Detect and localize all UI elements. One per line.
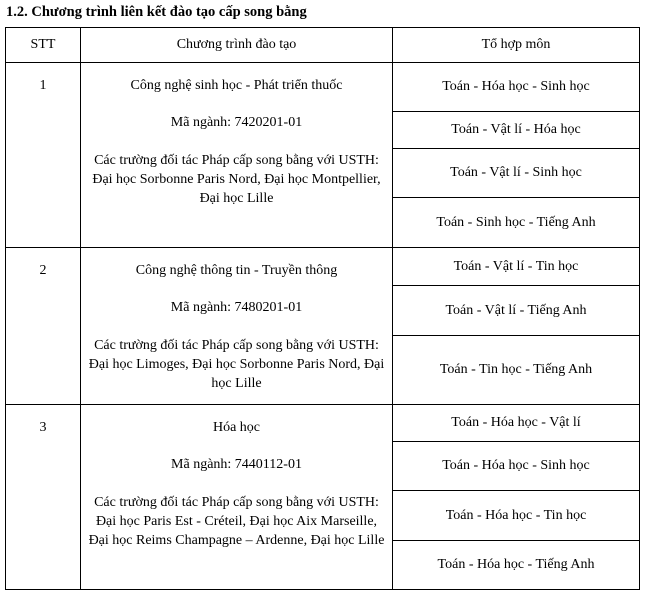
subject-combo: Toán - Vật lí - Tiếng Anh: [393, 286, 640, 336]
program-table: [5, 27, 640, 590]
stt-cell: [6, 63, 81, 248]
program-name: Công nghệ sinh học - Phát triển thuốc: [130, 78, 343, 93]
row-number: 1: [39, 78, 47, 93]
subject-combo: Toán - Sinh học - Tiếng Anh: [393, 198, 640, 248]
subject-combo: Toán - Vật lí - Tin học: [393, 248, 640, 286]
subject-combo: Toán - Hóa học - Tiếng Anh: [393, 541, 640, 590]
stt-cell: [6, 405, 81, 590]
partner-universities: Các trường đối tác Pháp cấp song bằng với USTH: Đại học Paris Est - Créteil, Đại học Aix Marseille, Đại học Reims Champagne – Ardenne, Đại học Lille: [88, 495, 385, 548]
major-code: Mã ngành: 7480201-01: [170, 300, 303, 315]
table-row: [6, 63, 640, 112]
section-heading: 1.2. Chương trình liên kết đào tạo cấp song bằng: [6, 4, 307, 20]
program-name: Công nghệ thông tin - Truyền thông: [135, 263, 338, 278]
subject-combo: Toán - Hóa học - Sinh học: [393, 442, 640, 491]
program-cell: [81, 405, 393, 590]
subject-combo: Toán - Vật lí - Sinh học: [393, 149, 640, 198]
table-header-row: [6, 28, 640, 63]
column-header-stt: STT: [6, 28, 81, 63]
subject-combo: Toán - Hóa học - Tin học: [393, 491, 640, 541]
table-row: [6, 248, 640, 286]
subject-combo: Toán - Hóa học - Vật lí: [393, 405, 640, 442]
major-code: Mã ngành: 7440112-01: [171, 457, 302, 472]
table-row: [6, 405, 640, 442]
column-header-combos: Tổ hợp môn: [393, 28, 640, 63]
subject-combo: Toán - Hóa học - Sinh học: [393, 63, 640, 112]
column-header-program: Chương trình đào tạo: [81, 28, 393, 63]
subject-combo: Toán - Tin học - Tiếng Anh: [393, 336, 640, 405]
stt-cell: [6, 248, 81, 405]
major-code: Mã ngành: 7420201-01: [170, 115, 303, 130]
program-name: Hóa học: [212, 420, 261, 435]
row-number: 2: [39, 263, 47, 278]
partner-universities: Các trường đối tác Pháp cấp song bằng với USTH: Đại học Sorbonne Paris Nord, Đại học Montpellier, Đại học Lille: [92, 153, 381, 206]
subject-combo: Toán - Vật lí - Hóa học: [393, 112, 640, 149]
program-cell: [81, 63, 393, 248]
partner-universities: Các trường đối tác Pháp cấp song bằng với USTH: Đại học Limoges, Đại học Sorbonne Paris Nord, Đại học Lille: [88, 338, 385, 391]
program-cell: [81, 248, 393, 405]
row-number: 3: [39, 420, 47, 435]
